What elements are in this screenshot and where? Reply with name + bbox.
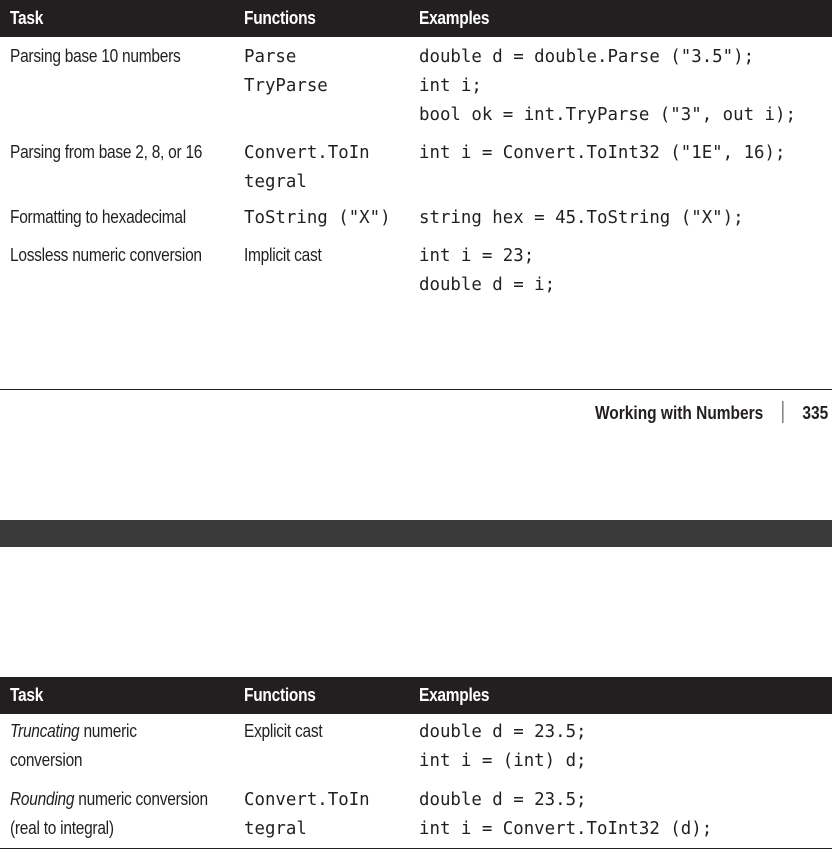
row1-example-1: double d = double.Parse ("3.5");	[419, 47, 755, 67]
footer-separator	[782, 401, 783, 423]
header-task: Task	[10, 8, 44, 28]
brow2-function-2: tegral	[244, 819, 307, 839]
row1-example-2: int i;	[419, 76, 482, 96]
table-bottom-rule	[0, 848, 832, 849]
row4-example-1: int i = 23;	[419, 246, 535, 266]
brow1-task	[10, 717, 137, 746]
brow1-task-emphasis: Truncating	[10, 721, 80, 741]
page-footer	[595, 401, 828, 424]
row2-example-1: int i = Convert.ToInt32 ("1E", 16);	[419, 143, 786, 163]
row2-function-1: Convert.ToIn	[244, 143, 370, 163]
brow2-example-2: int i = Convert.ToInt32 (d);	[419, 819, 713, 839]
brow2-task	[10, 785, 208, 814]
header-examples-2: Examples	[419, 685, 490, 705]
table-header-2	[0, 677, 832, 714]
row3-example-1: string hex = 45.ToString ("X");	[419, 208, 744, 228]
row1-function-1: Parse	[244, 47, 297, 67]
brow2-task-rest: numeric conversion	[74, 789, 208, 809]
header-functions: Functions	[244, 8, 316, 28]
row1-function-2: TryParse	[244, 76, 328, 96]
footer-section: Working with Numbers	[594, 403, 764, 423]
header-functions-2: Functions	[244, 685, 316, 705]
brow2-task-line2: (real to integral)	[10, 818, 114, 838]
page-number: 335	[802, 403, 828, 423]
table-header	[0, 0, 832, 37]
page-break-band	[0, 520, 832, 547]
row3-task: Formatting to hexadecimal	[10, 207, 186, 227]
header-task-2: Task	[10, 685, 44, 705]
row4-example-2: double d = i;	[419, 275, 556, 295]
brow2-example-1: double d = 23.5;	[419, 790, 587, 810]
row4-task: Lossless numeric conversion	[10, 245, 202, 265]
row2-function-2: tegral	[244, 172, 307, 192]
row3-function-1: ToString ("X")	[244, 208, 391, 228]
brow1-function-1: Explicit cast	[244, 721, 323, 741]
brow1-example-1: double d = 23.5;	[419, 722, 587, 742]
brow1-example-2: int i = (int) d;	[419, 751, 587, 771]
row1-example-3: bool ok = int.TryParse ("3", out i);	[419, 105, 796, 125]
brow1-task-rest: numeric	[79, 721, 137, 741]
header-examples: Examples	[419, 8, 490, 28]
row1-task: Parsing base 10 numbers	[10, 46, 181, 66]
brow2-function-1: Convert.ToIn	[244, 790, 370, 810]
row4-function-1: Implicit cast	[244, 245, 322, 265]
row2-task: Parsing from base 2, 8, or 16	[10, 142, 203, 162]
brow1-task-line2: conversion	[10, 750, 83, 770]
brow2-task-emphasis: Rounding	[10, 789, 75, 809]
page-bottom-rule	[0, 389, 832, 390]
